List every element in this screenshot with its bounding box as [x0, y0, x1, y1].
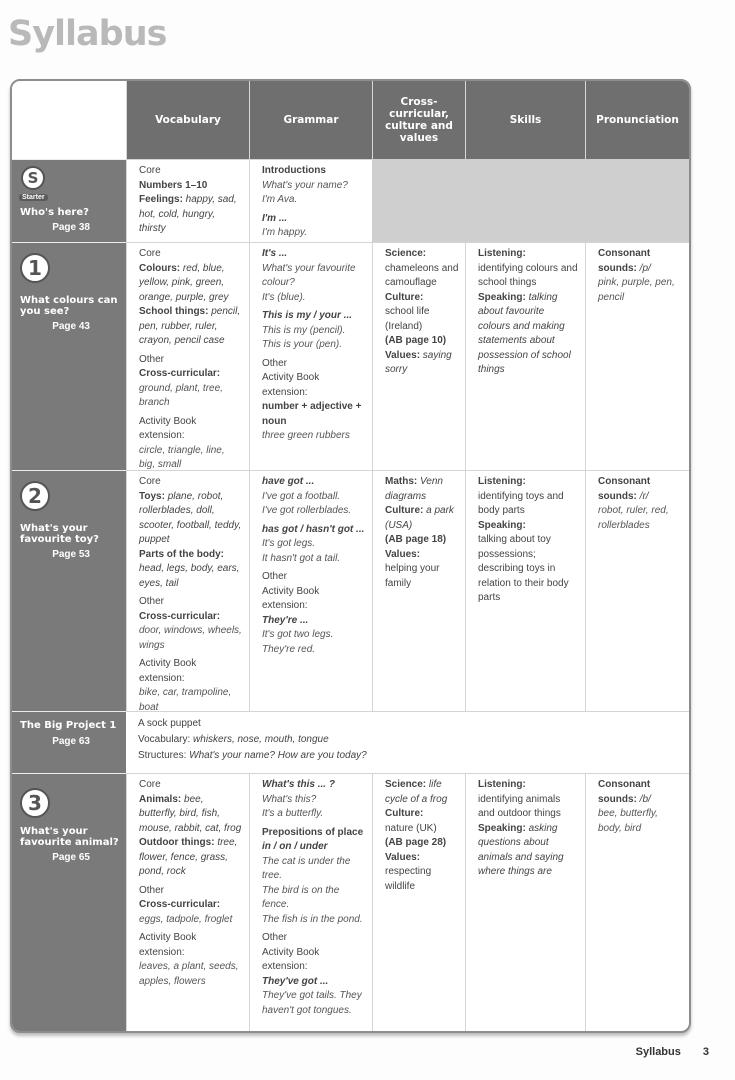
cell-line: identifying toys and body parts [478, 490, 564, 516]
cell-line-label: Consonant sounds: [598, 779, 651, 805]
starter-shaded-area [372, 159, 689, 242]
cell-line: school life (Ireland) [385, 306, 430, 332]
unit-number-badge-icon: 1 [20, 253, 50, 283]
unit-title: Who's here? [20, 207, 89, 218]
cell-line [139, 836, 243, 880]
cell-line: Listening: [478, 779, 526, 790]
cell-line: Values: [385, 851, 421, 863]
unit-page: Page 43 [52, 321, 90, 332]
pronunciation-cell [585, 470, 689, 711]
cell-line: Activity Book extension: [262, 585, 320, 611]
unit-page: Page 53 [52, 549, 90, 560]
cell-line-text: life cycle of a frog [385, 779, 448, 805]
unit-starter [12, 159, 126, 242]
cell-line: Other [262, 932, 288, 943]
cell-line-label: Speaking: [478, 822, 526, 834]
cell-line: respecting wildlife [385, 866, 432, 892]
header-pronunciation: Pronunciation [585, 81, 689, 159]
cell-line: I'm happy. [262, 227, 308, 238]
unit-title: What's your favourite animal? [20, 826, 119, 848]
starter-badge-icon: S [21, 166, 45, 190]
cell-line: What's this ... ? [262, 779, 335, 790]
cell-line-text: plane, robot, rollerblades, doll, scooter, football, teddy, puppet [139, 490, 242, 545]
cell-line: Other [139, 596, 165, 607]
cross-curricular-cell [372, 773, 465, 1031]
pronunciation-cell [585, 773, 689, 1031]
cell-line: Activity Book extension: [262, 946, 320, 972]
cell-line: Speaking: [478, 519, 526, 531]
cell-line-text: happy, sad, hot, cold, hungry, thirsty [139, 194, 237, 234]
cell-line [385, 349, 459, 378]
cell-line: Activity Book extension: [139, 658, 197, 684]
big-project-vocabulary [138, 732, 677, 748]
cross-curricular-cell [372, 470, 465, 711]
cell-line-label: Animals: [139, 793, 182, 805]
cell-line [598, 475, 683, 504]
cell-line: circle, triangle, line, big, small [139, 444, 225, 470]
cell-line [139, 305, 243, 349]
cell-line-label: Consonant sounds: [598, 476, 651, 502]
cell-line: bee, butterfly, body, bird [598, 808, 658, 834]
cross-curricular-cell [372, 242, 465, 470]
cell-line: They're ... [262, 614, 309, 626]
cell-line-label: Values: [385, 349, 421, 361]
cell-line: The fish is in the pond. [262, 913, 363, 925]
cell-line-label: Outdoor things: [139, 837, 215, 848]
cell-line: Numbers 1–10 [139, 179, 208, 191]
cell-line: They've got tails. They haven't got tongues. [262, 990, 362, 1016]
vocab-items: whiskers, nose, mouth, tongue [193, 734, 329, 745]
header-corner [12, 81, 126, 159]
cell-line-label: Feelings: [139, 194, 183, 205]
cell-line [139, 490, 243, 548]
cell-line: It's got legs. [262, 538, 316, 549]
cell-line: Science: [385, 248, 427, 259]
header-grammar: Grammar [249, 81, 372, 159]
cell-line: I've got rollerblades. [262, 505, 352, 516]
cell-line: Other [139, 353, 165, 365]
header-cross-curricular: Cross-curricular, culture and values [372, 81, 465, 159]
vocabulary-cell [126, 470, 249, 711]
cell-line-text: /b/ [636, 793, 651, 805]
cell-line: This is my / your ... [262, 310, 353, 321]
unit-number-badge-icon: 2 [20, 481, 50, 511]
big-project-line: A sock puppet [138, 718, 201, 729]
cell-line-text: bee, butterfly, bird, fish, mouse, rabbit, cat, frog [139, 793, 242, 834]
cell-line: talking about toy possessions; describing toys in relation to their body parts [478, 534, 569, 603]
cell-line [385, 778, 459, 807]
cell-line: (AB page 18) [385, 534, 447, 545]
page-number: 3 [702, 1046, 709, 1058]
cell-line [139, 262, 243, 306]
cell-line: identifying colours and school things [478, 262, 578, 288]
big-project-page: Page 63 [52, 736, 90, 747]
cell-line: Core [139, 779, 161, 790]
cell-line [598, 778, 683, 807]
cell-line: eggs, tadpole, froglet [139, 913, 233, 925]
cell-line: This is your (pen). [262, 339, 343, 350]
cell-line: has got / hasn't got ... [262, 523, 365, 535]
cell-line-text: asking questions about animals and saying where things are [478, 822, 564, 877]
cell-line: Cross-curricular: [139, 610, 221, 622]
big-project-content [126, 711, 689, 773]
cell-line [139, 193, 243, 237]
unit-title: What colours can you see? [20, 295, 118, 317]
cell-line: Culture: [385, 291, 424, 303]
cell-line [478, 291, 579, 378]
header-skills: Skills [465, 81, 585, 159]
vocab-label: Vocabulary: [138, 734, 191, 745]
cell-line: helping your family [385, 563, 440, 589]
cell-line-text: /p/ [636, 262, 651, 274]
cell-line: Other [139, 884, 165, 896]
cell-line: This is my (pencil). [262, 324, 346, 336]
starter-tag: Starter [19, 194, 48, 201]
page-footer [636, 1046, 709, 1058]
cell-line-label: Consonant sounds: [598, 248, 651, 274]
cell-line: (AB page 10) [385, 335, 447, 346]
cell-line: I'm ... [262, 212, 288, 224]
cell-line: Introductions [262, 165, 326, 176]
cell-line: It's ... [262, 248, 288, 259]
cell-line: three green rubbers [262, 430, 350, 441]
cell-line-label: Speaking: [478, 291, 526, 303]
cell-line [478, 822, 579, 880]
cell-line: I'm Ava. [262, 194, 298, 205]
unit-1 [12, 242, 126, 470]
cell-line: in / on / under [262, 841, 328, 852]
cell-line: Cross-curricular: [139, 899, 221, 910]
cell-line: The bird is on the fence. [262, 884, 340, 910]
cell-line-text: /r/ [636, 490, 649, 502]
cell-line [139, 548, 243, 592]
cell-line-text: saying sorry [385, 349, 452, 375]
syllabus-table [10, 79, 691, 1033]
cell-line: It hasn't got a tail. [262, 552, 341, 564]
cell-line: ground, plant, tree, branch [139, 382, 223, 408]
cell-line-label: Toys: [139, 490, 165, 502]
grammar-cell [249, 159, 372, 242]
cell-line: It's (blue). [262, 291, 306, 303]
cell-line: Other [262, 357, 288, 369]
grammar-cell [249, 773, 372, 1031]
pronunciation-cell [585, 242, 689, 470]
cell-line: Listening: [478, 476, 526, 487]
cell-line-label: Parts of the body: [139, 548, 225, 560]
skills-cell [465, 470, 585, 711]
vocabulary-cell [126, 773, 249, 1031]
cell-line: door, windows, wheels, wings [139, 625, 242, 651]
cell-line-text: a park (USA) [385, 505, 454, 531]
cell-line: It's got two legs. [262, 629, 334, 640]
cell-line: Values: [385, 548, 421, 560]
cell-line [139, 793, 243, 837]
cell-line: Core [139, 476, 161, 487]
cell-line: It's a butterfly. [262, 808, 324, 819]
cell-line: Listening: [478, 248, 526, 259]
cell-line: Other [262, 571, 288, 582]
cell-line: Activity Book extension: [262, 372, 320, 398]
unit-page: Page 65 [52, 852, 90, 863]
cell-line-text: pencil, pen, rubber, ruler, crayon, pencil case [139, 306, 241, 346]
cell-line: I've got a football. [262, 490, 341, 502]
big-project-title: The Big Project 1 [20, 720, 117, 731]
header-vocabulary: Vocabulary [126, 81, 249, 159]
cell-line: They've got ... [262, 975, 329, 987]
cell-line-label: Culture: [385, 505, 424, 516]
grammar-cell [249, 470, 372, 711]
cell-line: Core [139, 248, 161, 259]
cell-line: The cat is under the tree. [262, 855, 351, 881]
page-title: Syllabus [8, 14, 167, 54]
skills-cell [465, 242, 585, 470]
vocabulary-cell [126, 242, 249, 470]
cell-line: bike, car, trampoline, boat [139, 687, 232, 713]
cell-line: chameleons and camouflage [385, 262, 459, 288]
cell-line: robot, ruler, red, rollerblades [598, 505, 669, 531]
cell-line: have got ... [262, 476, 315, 487]
cell-line-text: Venn diagrams [385, 476, 443, 502]
cell-line [385, 504, 459, 533]
cell-line: nature (UK) [385, 822, 437, 834]
cell-line: What's your favourite colour? [262, 262, 356, 288]
grammar-cell [249, 242, 372, 470]
cell-line-text: red, blue, yellow, pink, green, orange, purple, grey [139, 262, 229, 303]
cell-line: pink, purple, pen, pencil [598, 277, 675, 303]
cell-line: What's this? [262, 793, 317, 805]
cell-line: They're red. [262, 643, 316, 655]
unit-2 [12, 470, 126, 711]
big-project-structures [138, 748, 677, 764]
cell-line-label: Maths: [385, 476, 418, 487]
cell-line: Activity Book extension: [139, 932, 197, 958]
big-project-unit [12, 711, 126, 773]
cell-line: Cross-curricular: [139, 368, 221, 379]
cell-line-text: talking about favourite colours and making statements about possession of school things [478, 291, 571, 375]
struct-items: What's your name? How are you today? [189, 750, 367, 761]
cell-line: Core [139, 165, 161, 176]
cell-line-text: head, legs, body, ears, eyes, tail [139, 563, 240, 589]
cell-line: Prepositions of place [262, 826, 364, 838]
cell-line: Culture: [385, 808, 424, 819]
cell-line: Activity Book extension: [139, 415, 197, 441]
cell-line-label: Science: [385, 779, 427, 790]
cell-line: identifying animals and outdoor things [478, 793, 561, 819]
unit-title: What's your favourite toy? [20, 523, 99, 545]
unit-3 [12, 773, 126, 1031]
cell-line [598, 247, 683, 276]
footer-label: Syllabus [635, 1046, 681, 1058]
cell-line [385, 475, 459, 504]
unit-number-badge-icon: 3 [20, 788, 50, 818]
struct-label: Structures: [138, 750, 187, 761]
vocabulary-cell [126, 159, 249, 242]
cell-line: leaves, a plant, seeds, apples, flowers [139, 961, 239, 987]
cell-line: (AB page 28) [385, 837, 447, 848]
cell-line: number + adjective + noun [262, 401, 362, 427]
skills-cell [465, 773, 585, 1031]
cell-line-label: School things: [139, 306, 209, 317]
cell-line-text: tree, flower, fence, grass, pond, rock [139, 837, 238, 877]
cell-line: What's your name? [262, 179, 348, 191]
header-row [12, 81, 689, 159]
cell-line-label: Colours: [139, 262, 181, 274]
unit-page: Page 38 [52, 222, 90, 233]
